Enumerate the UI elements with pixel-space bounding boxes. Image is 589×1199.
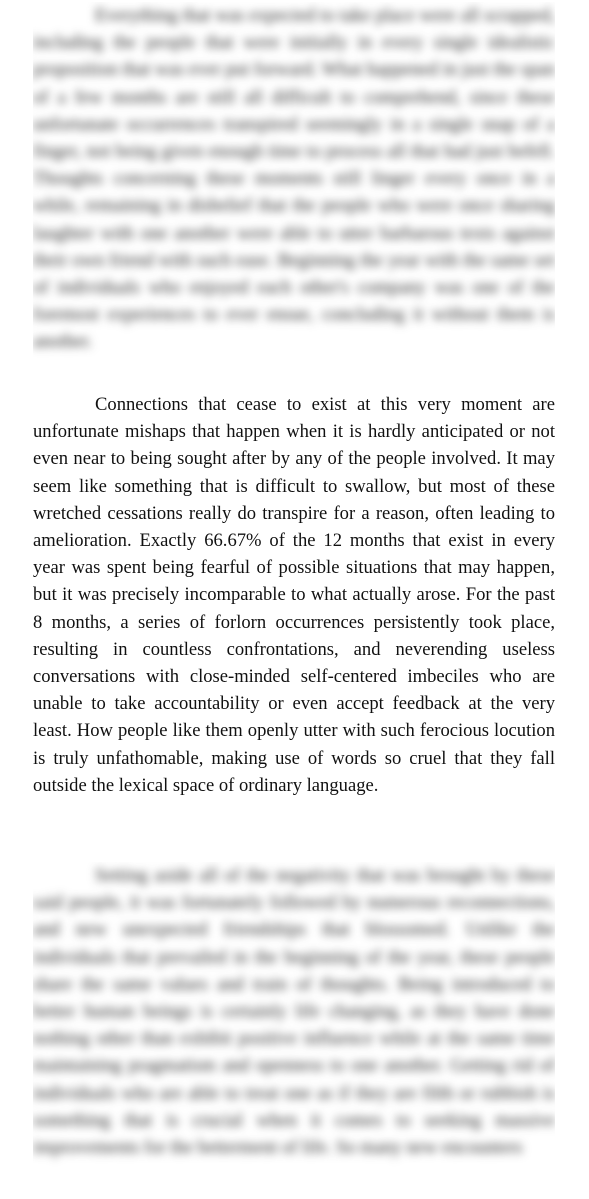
clear-paragraph-container (33, 391, 555, 799)
blurred-paragraph-bottom: Setting aside all of the negativity that was brought by these said people, it was fortunately followed by numerous reconnections, and new unexpected friendships that blossomed. Unlike the individuals that prevailed in the beginning of the year, these people share the same values and train of thoughts. Being introduced to better human beings is certainly life changing, as they have done nothing other than exhibit positive influence while at the same time maintaining pragmatism and openness to one another. Getting rid of individuals who are able to treat one as if they are filth or rubbish is something that is crucial when it comes to seeking massive improvements for the betterment of life. So many new encounters (33, 865, 555, 1159)
blurred-paragraph-top: Everything that was expected to take place were all scrapped, including the people that were initially in every single idealistic proposition that was ever put forward. What happened in just the span of a few months are still all difficult to comprehend, since these unfortunate occurrences transpired seemingly in a single snap of a finger, not being given enough time to process all that had just befell. Thoughts concerning these moments still linger every once in a while, remaining in disbelief that the people who were once sharing laughter with one another were able to utter barbarous texts against their own friend with such ease. Beginning the year with the same set of individuals who enjoyed each other's company was one of the foremost experiences to ever ensue, concluding it without them is another. (33, 5, 555, 353)
clear-paragraph: Connections that cease to exist at this very moment are unfortunate mishaps that happen when it is hardly anticipated or not even near to being sought after by any of the people involved. It may seem like something that is difficult to swallow, but most of these wretched cessations really do transpire for a reason, often leading to amelioration. Exactly 66.67% of the 12 months that exist in every year was spent being fearful of possible situations that may happen, but it was precisely incomparable to what actually arose. For the past 8 months, a series of forlorn occurrences persistently took place, resulting in countless confrontations, and neverending useless conversations with close-minded self-centered imbeciles who are unable to take accountability or even accept feedback at the very least. How people like them openly utter with such ferocious locution is truly unfathomable, making use of words so cruel that they fall outside the lexical space of ordinary language. (33, 394, 555, 796)
blurred-paragraph-top-container (33, 2, 555, 386)
blurred-paragraph-bottom-container (33, 862, 555, 1199)
